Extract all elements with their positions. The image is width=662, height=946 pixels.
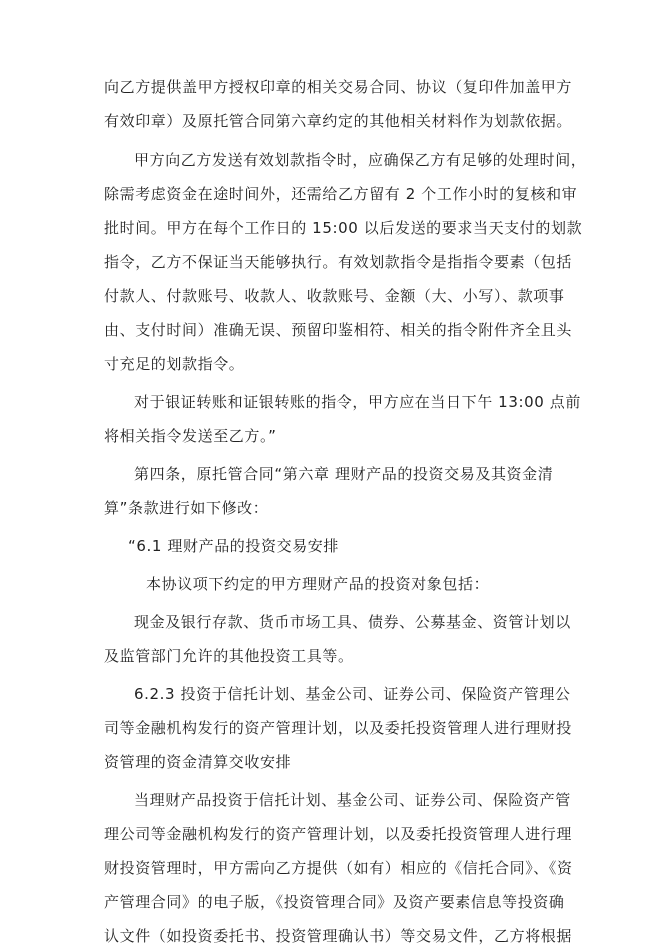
text-line: 甲方向乙方发送有效划款指令时，应确保乙方有足够的处理时间， (134, 151, 587, 169)
text-line: 及监管部门允许的其他投资工具等。 (104, 647, 354, 665)
text-line: 资管理的资金清算交收安排 (104, 753, 292, 771)
text-line: 当理财产品投资于信托计划、基金公司、证券公司、保险资产管 (134, 791, 571, 809)
text-line: 向乙方提供盖甲方授权印章的相关交易合同、协议（复印件加盖甲方 (104, 78, 573, 96)
text-line: 理公司等金融机构发行的资产管理计划，以及委托投资管理人进行理 (104, 825, 573, 843)
text-line: 本协议项下约定的甲方理财产品的投资对象包括： (146, 575, 490, 593)
text-line: 付款人、付款账号、收款人、收款账号、金额（大、小写）、款项事 (104, 287, 565, 305)
text-line: 第四条，原托管合同“第六章 理财产品的投资交易及其资金清 (134, 465, 554, 483)
text-line: 有效印章）及原托管合同第六章约定的其他相关材料作为划款依据。 (104, 112, 573, 130)
text-line: 将相关指令发送至乙方。” (104, 427, 277, 445)
text-line: 指令，乙方不保证当天能够执行。有效划款指令是指指令要素（包括 (104, 253, 573, 271)
text-line: 对于银证转账和证银转账的指令，甲方应在当日下午 13:00 点前 (134, 393, 581, 411)
text-line: 批时间。甲方在每个工作日的 15:00 以后发送的要求当天支付的划款 (104, 219, 583, 237)
text-line: 由、支付时间）准确无误、预留印鉴相符、相关的指令附件齐全且头 (104, 321, 573, 339)
text-line: 产管理合同》的电子版，《投资管理合同》及资产要素信息等投资确 (104, 893, 565, 911)
text-line: 寸充足的划款指令。 (104, 355, 245, 373)
text-line: 算”条款进行如下修改： (104, 499, 269, 517)
text-line: 6.2.3 投资于信托计划、基金公司、证券公司、保险资产管理公 (134, 685, 571, 703)
text-line: 现金及银行存款、货币市场工具、债券、公募基金、资管计划以 (134, 613, 571, 631)
text-line: 认文件（如投资委托书、投资管理确认书）等交易文件，乙方将根据 (104, 927, 573, 945)
text-line: 财投资管理时，甲方需向乙方提供（如有）相应的《信托合同》、《资 (104, 859, 573, 877)
text-line: “6.1 理财产品的投资交易安排 (128, 537, 339, 555)
text-line: 司等金融机构发行的资产管理计划，以及委托投资管理人进行理财投 (104, 719, 573, 737)
text-line: 除需考虑资金在途时间外，还需给乙方留有 2 个工作小时的复核和审 (104, 185, 578, 203)
